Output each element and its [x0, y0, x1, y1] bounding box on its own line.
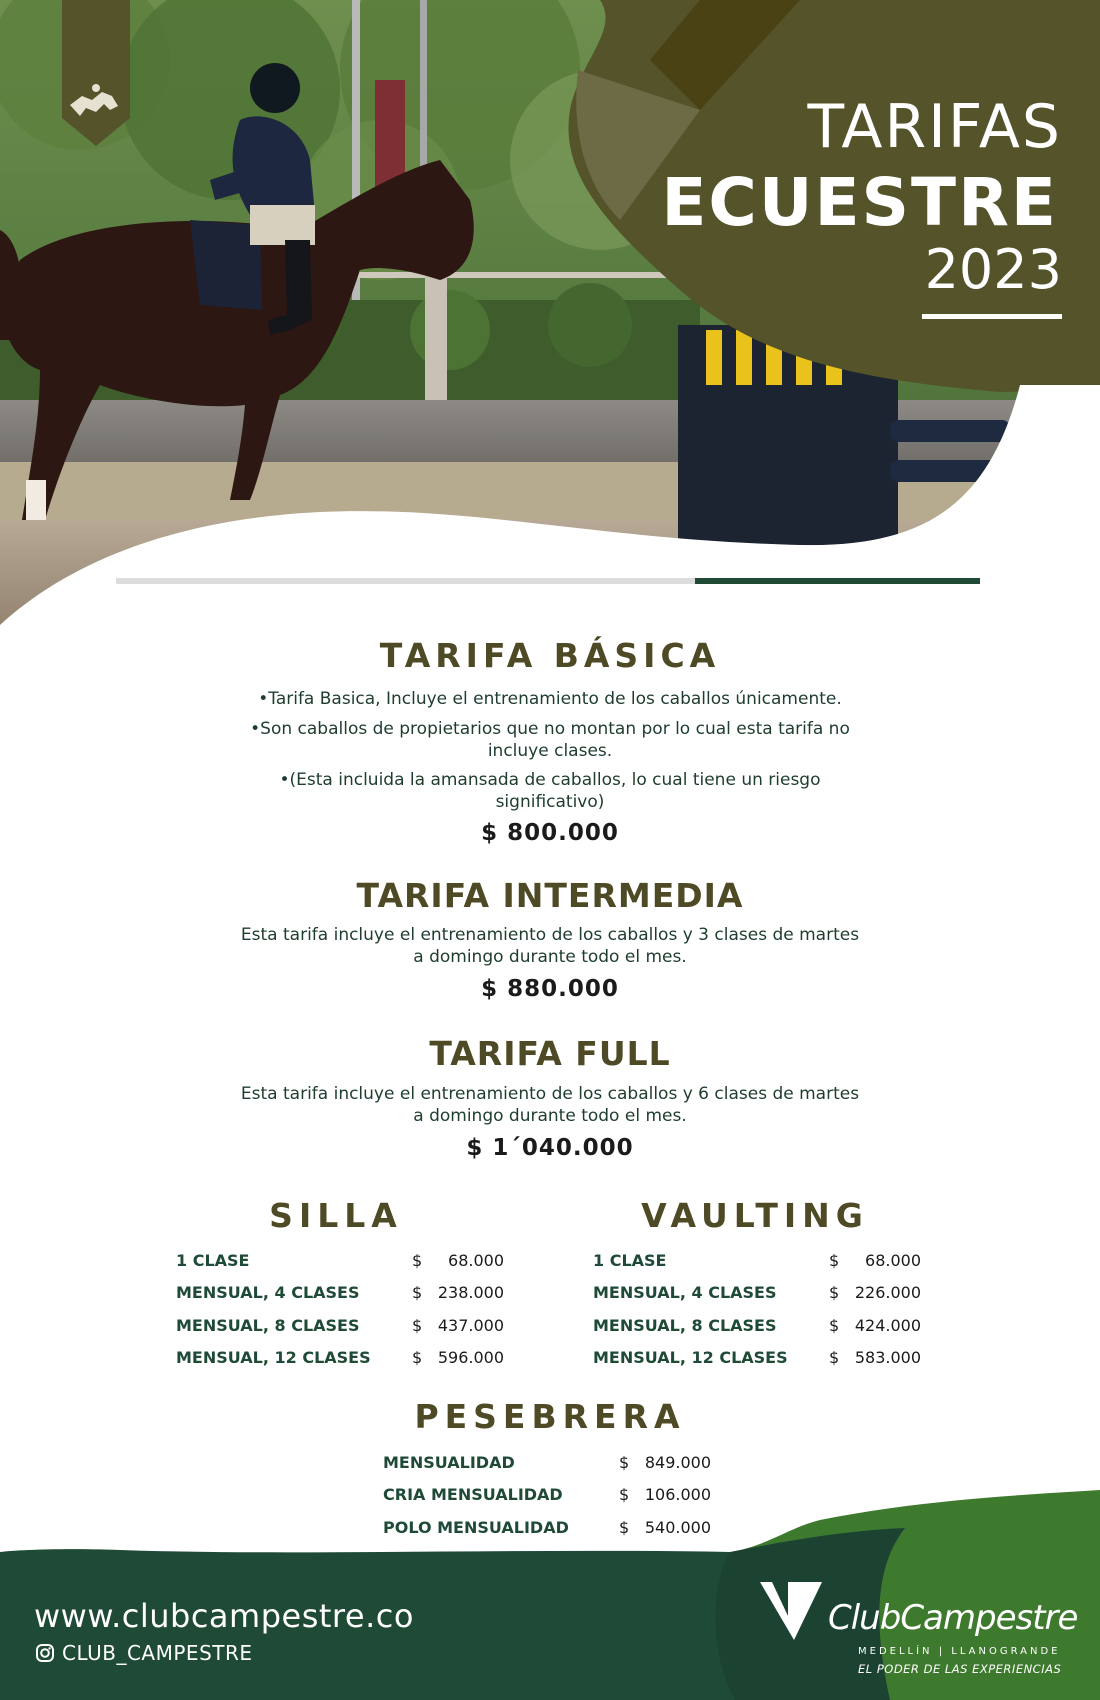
rate-amount: 583.000 [854, 1348, 921, 1368]
rate-label: MENSUAL, 4 CLASES [593, 1283, 777, 1303]
table-row [176, 1309, 504, 1342]
header-title-line1: TARIFAS [807, 92, 1062, 162]
table-row [176, 1342, 504, 1375]
tarifa-basica-price: $ 800.000 [481, 820, 619, 846]
tarifa-full-description: Esta tarifa incluye el entrenamiento de los caballos y 6 clases de martes a domingo durante todo el mes. [240, 1084, 860, 1126]
table-row [593, 1309, 921, 1342]
instagram-handle[interactable] [36, 1641, 253, 1665]
rate-currency: $ [412, 1283, 423, 1303]
rate-amount: 106.000 [644, 1485, 711, 1505]
table-row [593, 1342, 921, 1375]
tarifa-basica-bullet-3: •(Esta incluida la amansada de caballos, lo cual tiene un riesgo significativo) [279, 770, 821, 812]
brand-name: ClubCampestre [828, 1598, 1078, 1638]
tarifa-full-price: $ 1´040.000 [466, 1135, 634, 1161]
rate-label: CRIA MENSUALIDAD [383, 1485, 563, 1505]
rate-label: MENSUAL, 4 CLASES [176, 1283, 360, 1303]
rate-currency: $ [829, 1348, 840, 1368]
rate-amount: 849.000 [644, 1452, 711, 1472]
rate-amount: 596.000 [437, 1348, 504, 1368]
silla-title: SILLA [269, 1196, 403, 1235]
header-year: 2023 [924, 238, 1062, 301]
rate-currency: $ [619, 1517, 630, 1537]
tarifa-basica-bullet-2: •Son caballos de propietarios que no montan por lo cual esta tarifa no incluye clases. [250, 719, 850, 761]
rate-label: MENSUAL, 12 CLASES [593, 1348, 788, 1368]
rate-label: MENSUAL, 8 CLASES [593, 1315, 777, 1335]
rate-currency: $ [829, 1315, 840, 1335]
silla-rates-table [176, 1244, 504, 1374]
club-campestre-logo-icon [758, 1580, 824, 1642]
tarifa-full-title: TARIFA FULL [429, 1034, 671, 1073]
rate-amount: 226.000 [854, 1283, 921, 1303]
tarifa-basica-title: TARIFA BÁSICA [379, 636, 721, 675]
website-link[interactable]: www.clubcampestre.co [34, 1597, 414, 1635]
rate-currency: $ [619, 1452, 630, 1472]
rate-label: 1 CLASE [593, 1250, 667, 1270]
tarifa-basica-bullet-1: •Tarifa Basica, Incluye el entrenamiento de los caballos únicamente. [258, 689, 842, 709]
rate-amount: 540.000 [644, 1517, 711, 1537]
tarifa-intermedia-price: $ 880.000 [481, 976, 619, 1002]
rate-currency: $ [412, 1315, 423, 1335]
header-underline [922, 314, 1062, 319]
rate-currency: $ [829, 1283, 840, 1303]
rate-amount: 238.000 [437, 1283, 504, 1303]
header-title-line2: ECUESTRE [661, 164, 1058, 241]
rate-label: MENSUAL, 8 CLASES [176, 1315, 360, 1335]
horse-jumping-icon [62, 0, 130, 146]
rate-label: MENSUALIDAD [383, 1452, 515, 1472]
rate-currency: $ [619, 1485, 630, 1505]
rate-amount: 68.000 [448, 1250, 504, 1270]
vaulting-title: VAULTING [641, 1196, 869, 1235]
progress-fill [695, 578, 980, 584]
tarifa-intermedia-title: TARIFA INTERMEDIA [356, 876, 744, 915]
rate-amount: 68.000 [865, 1250, 921, 1270]
rate-amount: 437.000 [437, 1315, 504, 1335]
rate-label: 1 CLASE [176, 1250, 250, 1270]
table-row [383, 1446, 711, 1479]
section-progress-divider [116, 578, 980, 584]
tarifa-intermedia-description: Esta tarifa incluye el entrenamiento de los caballos y 3 clases de martes a domingo durante todo el mes. [240, 925, 860, 967]
instagram-label: CLUB_CAMPESTRE [62, 1641, 253, 1665]
table-row [593, 1277, 921, 1310]
table-row [593, 1244, 921, 1277]
instagram-icon [36, 1644, 54, 1662]
vaulting-rates-table [593, 1244, 921, 1374]
rate-label: MENSUAL, 12 CLASES [176, 1348, 371, 1368]
rate-currency: $ [412, 1348, 423, 1368]
brand-location: MEDELLÍN | LLANOGRANDE [858, 1646, 1061, 1657]
table-row [176, 1277, 504, 1310]
rate-currency: $ [829, 1250, 840, 1270]
table-row [176, 1244, 504, 1277]
pesebrera-title: PESEBRERA [414, 1397, 686, 1436]
rate-currency: $ [412, 1250, 423, 1270]
brand-tagline: EL PODER DE LAS EXPERIENCIAS [858, 1662, 1062, 1676]
rate-label: POLO MENSUALIDAD [383, 1517, 569, 1537]
rate-amount: 424.000 [854, 1315, 921, 1335]
brand-block [758, 1580, 1088, 1690]
